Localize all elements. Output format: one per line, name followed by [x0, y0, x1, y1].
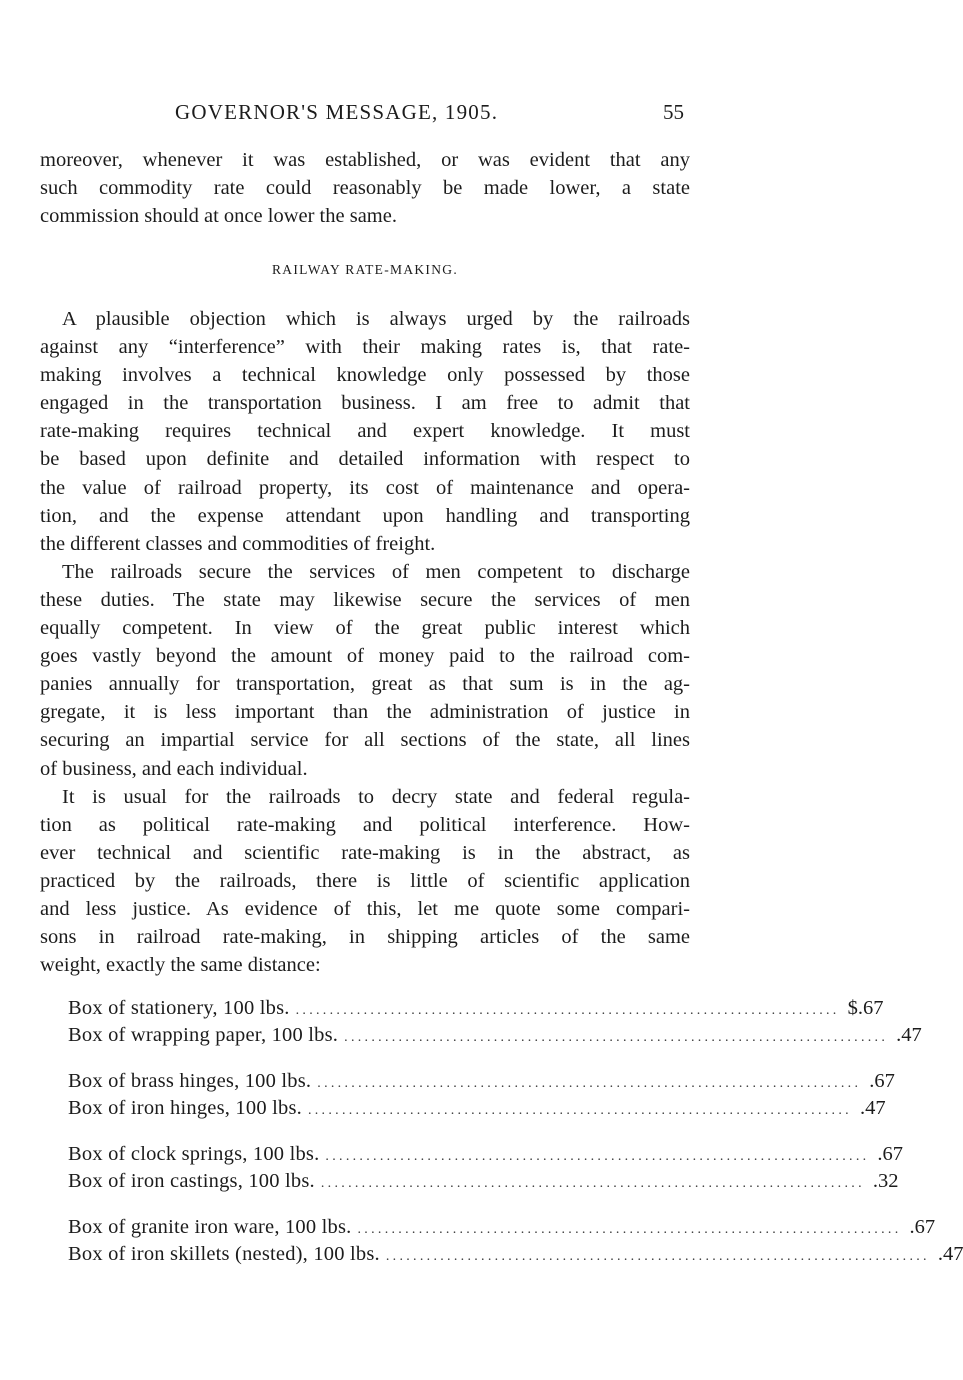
text-line: commission should at once lower the same. — [40, 205, 397, 228]
continuation-paragraph — [40, 146, 690, 230]
text-line: The railroads secure the services of men competent to discharge — [62, 560, 690, 583]
comparison-row — [68, 1095, 886, 1122]
item-price: .67 — [869, 1070, 895, 1092]
item-price: $.67 — [847, 997, 884, 1019]
text-line: securing an impartial service for all sections of the state, all lines — [40, 729, 690, 752]
text-line: of business, and each individual. — [40, 757, 308, 780]
item-label: Box of iron castings, 100 lbs. — [68, 1170, 315, 1192]
text-line: panies annually for transportation, great as that sum is in the ag- — [40, 673, 690, 696]
dot-leader: ................................................................................ — [307, 1103, 852, 1118]
dot-leader: ................................................................................ — [320, 1176, 865, 1191]
text-line: and less justice. As evidence of this, let me quote some compari- — [40, 897, 690, 920]
item-price: .47 — [937, 1243, 963, 1265]
comparison-row — [68, 1022, 922, 1049]
item-label: Box of stationery, 100 lbs. — [68, 997, 290, 1019]
section-heading: RAILWAY RATE-MAKING. — [272, 262, 458, 277]
rate-comparison-list — [68, 995, 963, 1287]
text-line: the different classes and commodities of freight. — [40, 532, 436, 555]
item-price: .47 — [859, 1097, 886, 1119]
dot-leader: ................................................................................ — [317, 1076, 862, 1091]
text-line: practiced by the railroads, there is little of scientific application — [40, 869, 690, 892]
body-text — [40, 305, 690, 979]
text-line: making involves a technical knowledge only possessed by those — [40, 364, 690, 387]
text-line: equally competent. In view of the great public interest which — [40, 617, 690, 640]
text-line: the value of railroad property, its cost of maintenance and opera- — [40, 476, 690, 499]
item-label: Box of clock springs, 100 lbs. — [68, 1143, 320, 1165]
running-title: GOVERNOR'S MESSAGE, 1905. — [175, 100, 499, 124]
text-line: gregate, it is less important than the administration of justice in — [40, 701, 690, 724]
item-price: .32 — [872, 1170, 899, 1192]
item-label: Box of granite iron ware, 100 lbs. — [68, 1216, 352, 1238]
text-line: sons in railroad rate-making, in shipping articles of the same — [40, 926, 690, 949]
paragraph — [40, 783, 690, 980]
text-line: moreover, whenever it was established, or was evident that any — [40, 149, 690, 171]
page-number: 55 — [663, 100, 684, 124]
item-label: Box of iron hinges, 100 lbs. — [68, 1097, 302, 1119]
comparison-group — [68, 1214, 963, 1268]
comparison-row — [68, 1168, 899, 1195]
comparison-row — [68, 1241, 963, 1268]
item-label: Box of brass hinges, 100 lbs. — [68, 1070, 312, 1092]
text-line: tion, and the expense attendant upon handling and transporting — [40, 504, 690, 527]
paragraph — [40, 558, 690, 783]
dot-leader: ................................................................................ — [385, 1249, 930, 1264]
text-line: such commodity rate could reasonably be made lower, a state — [40, 177, 690, 200]
item-label: Box of wrapping paper, 100 lbs. — [68, 1024, 339, 1046]
text-line: against any “interference” with their making rates is, that rate- — [40, 336, 690, 359]
text-line: A plausible objection which is always urged by the railroads — [62, 308, 690, 330]
dot-leader: ................................................................................ — [295, 1003, 840, 1018]
text-line: ever technical and scientific rate-making is in the abstract, as — [40, 841, 690, 864]
item-price: .67 — [877, 1143, 904, 1165]
comparison-group — [68, 1141, 904, 1195]
text-line: It is usual for the railroads to decry state and federal regula- — [62, 785, 690, 808]
comparison-row — [68, 1141, 904, 1168]
item-label: Box of iron skillets (nested), 100 lbs. — [68, 1243, 380, 1265]
item-price: .47 — [896, 1024, 922, 1046]
text-line: goes vastly beyond the amount of money paid to the railroad com- — [40, 645, 690, 668]
comparison-row — [68, 995, 884, 1022]
dot-leader: ................................................................................ — [344, 1030, 889, 1045]
comparison-row — [68, 1214, 936, 1241]
text-line: rate-making requires technical and expert knowledge. It must — [40, 420, 690, 443]
comparison-row — [68, 1068, 895, 1095]
comparison-group — [68, 1068, 895, 1122]
text-line: be based upon definite and detailed information with respect to — [40, 448, 690, 471]
text-line: weight, exactly the same distance: — [40, 954, 321, 977]
comparison-group — [68, 995, 922, 1049]
text-line: these duties. The state may likewise secure the services of men — [40, 588, 690, 611]
dot-leader: ................................................................................ — [357, 1222, 902, 1237]
text-line: tion as political rate-making and political interference. How- — [40, 813, 690, 836]
page-header — [40, 100, 690, 130]
text-line: engaged in the transportation business. I am free to admit that — [40, 392, 690, 415]
item-price: .67 — [909, 1216, 936, 1238]
dot-leader: ................................................................................ — [325, 1149, 870, 1164]
paragraph — [40, 305, 690, 558]
